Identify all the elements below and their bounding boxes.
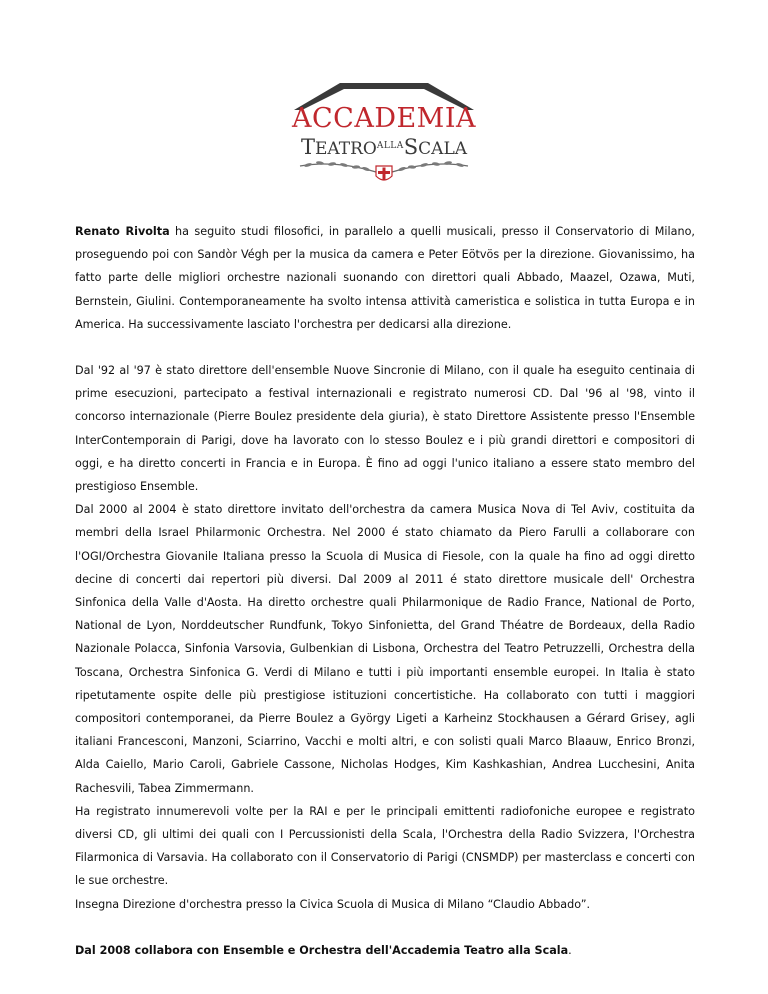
bio-paragraph-4: Ha registrato innumerevoli volte per la RAI e per le principali emittenti radiofoniche europee e registrato diversi CD, gli ultimi dei quali con I Percussionisti della Scala, l'Orchestra della Radio Svizzera, l'Orchestra Filarmonica di Varsavia. Ha collaborato con il Conservatorio di Parigi (CNSMDP) per masterclass e concerti con le sue orchestre. — [75, 804, 695, 888]
biography-text — [75, 220, 695, 962]
logo-subtitle: $TEATRO^{ALLA}SCALA$ — [300, 135, 468, 159]
laurel-crest-icon — [296, 158, 472, 186]
bio-paragraph-1: Renato Rivolta ha seguito studi filosofici, in parallelo a quelli musicali, presso il Conservatorio di Milano, proseguendo poi con Sandòr Végh per la musica da camera e Peter Eötvös per la direzione. Giovanissimo, ha fatto parte delle migliori orchestre nazionali suonando con direttori quali Abbado, Maazel, Ozawa, Muti, Bernstein, Giulini. Contemporaneamente ha svolto intensa attività cameristica e solistica in tutta Europa e in America. Ha successivamente lasciato l'orchestra per dedicarsi alla direzione. — [75, 225, 695, 331]
logo-title: ACCADEMIA — [292, 103, 476, 134]
bio-paragraph-2: Dal '92 al '97 è stato direttore dell'ensemble Nuove Sincronie di Milano, con il quale ha eseguito centinaia di prime esecuzioni, partecipato a festival internazionali e registrato numerosi CD. Dal '96 al '98, vinto il concorso internazionale (Pierre Boulez presidente dela giuria), è stato Direttore Assistente presso l'Ensemble InterContemporain di Parigi, dove ha lavorato con lo stesso Boulez e i più grandi direttori e compositori di oggi, e ha diretto concerti in Francia e in Europa. È fino ad oggi l'unico italiano a essere stato membro del prestigioso Ensemble. — [75, 364, 695, 494]
artist-name: Renato Rivolta — [75, 225, 170, 238]
bio-paragraph-6: Dal 2008 collabora con Ensemble e Orchestra dell'Accademia Teatro alla Scala. — [75, 943, 572, 957]
bio-paragraph-3: Dal 2000 al 2004 è stato direttore invitato dell'orchestra da camera Musica Nova di Tel Aviv, costituita da membri della Israel Philarmonic Orchestra. Nel 2000 é stato chiamato da Piero Farulli a collaborare con l'OGI/Orchestra Giovanile Italiana presso la Scuola di Musica di Fiesole, con la quale ha fino ad oggi diretto decine di concerti dai repertori più diversi. Dal 2009 al 2011 é stato direttore musicale dell' Orchestra Sinfonica della Valle d'Aosta. Ha diretto orchestre quali Philarmonique de Radio France, National de Porto, National de Lyon, Norddeutscher Rundfunk, Tokyo Sinfonietta, del Grand Théatre de Bordeaux, della Radio Nazionale Polacca, Sinfonia Varsovia, Gulbenkian di Lisbona, Orchestra del Teatro Petruzzelli, Orchestra della Toscana, Orchestra Sinfonica G. Verdi di Milano e tutti i più importanti ensemble europei. In Italia è stato ripetutamente ospite delle più prestigiose istituzioni concertistiche. Ha collaborato con tutti i maggiori compositori contemporanei, da Pierre Boulez a György Ligeti a Karheinz Stockhausen a Gérard Grisey, agli italiani Francesconi, Manzoni, Sciarrino, Vacchi e molti altri, e con solisti quali Marco Blaauw, Enrico Bronzi, Alda Caiello, Mario Caroli, Gabriele Cassone, Nicholas Hodges, Kim Kashkashian, Andrea Lucchesini, Anita Rachesvili, Tabea Zimmermann. — [75, 503, 695, 795]
bio-paragraph-5: Insegna Direzione d'orchestra presso la Civica Scuola di Musica di Milano “Claudio Abbado”. — [75, 897, 591, 911]
accademia-logo — [286, 80, 482, 186]
